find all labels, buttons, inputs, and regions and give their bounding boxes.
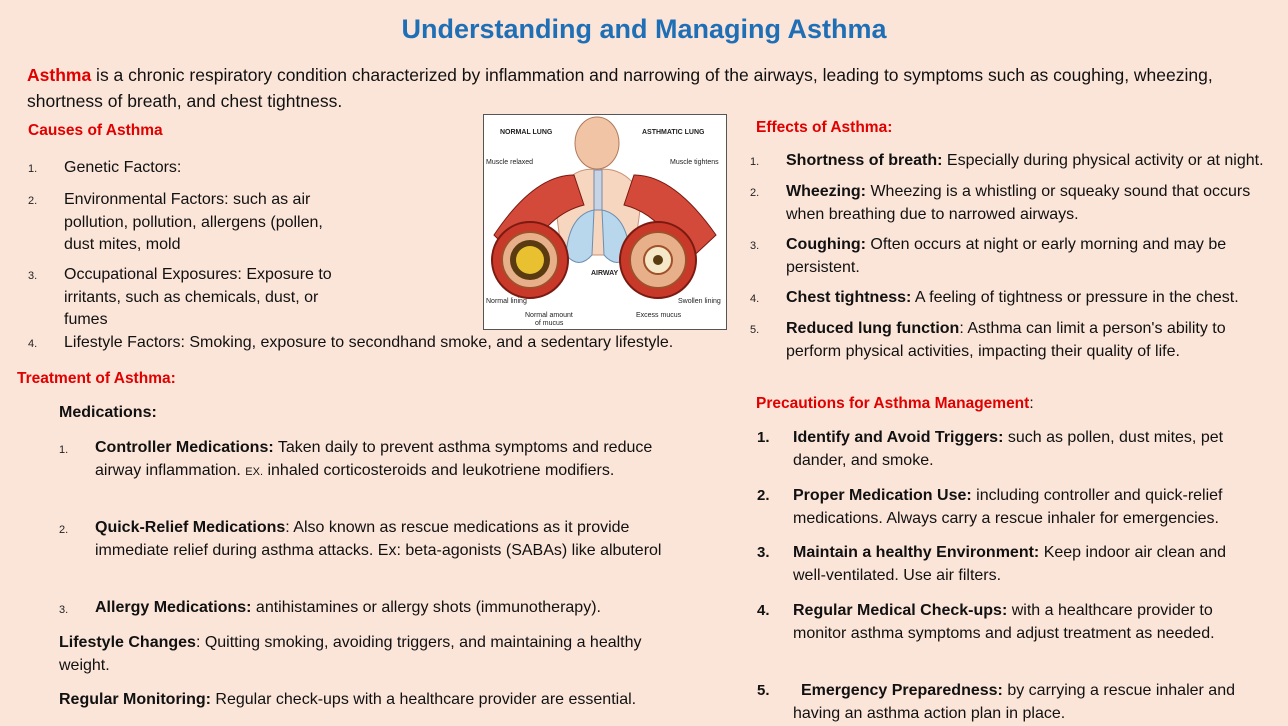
treatment-item-1-ex: EX. (245, 465, 264, 478)
precautions-item-1-bold: Identify and Avoid Triggers: (793, 429, 1004, 446)
lifestyle-bold: Lifestyle Changes (59, 634, 196, 651)
treatment-item-3 (95, 597, 695, 620)
precautions-item-1 (793, 427, 1253, 472)
precautions-item-3-text: Keep indoor air clean and well-ventilated. Use air filters. (793, 544, 1227, 584)
precautions-item-1-text: such as pollen, dust mites, pet dander, and smoke. (793, 429, 1224, 469)
precautions-item-5-bold: Emergency Preparedness: (801, 682, 1003, 699)
precautions-item-2-bold: Proper Medication Use: (793, 487, 972, 504)
treatment-num-1: 1. (59, 444, 69, 456)
lifestyle-text: : Quitting smoking, avoiding triggers, and maintaining a healthy weight. (59, 634, 642, 674)
precautions-heading-colon: : (1029, 395, 1034, 412)
effects-item-1 (786, 150, 1286, 173)
label-asthmatic-lung: ASTHMATIC LUNG (642, 129, 705, 136)
effects-item-1-bold: Shortness of breath: (786, 152, 943, 169)
effects-item-3-bold: Coughing: (786, 236, 866, 253)
treatment-item-1-text: Taken daily to prevent asthma symptoms and reduce airway inflammation. (95, 439, 653, 479)
monitoring-text: Regular check-ups with a healthcare provider are essential. (210, 691, 637, 708)
precautions-item-4-bold: Regular Medical Check-ups: (793, 602, 1008, 619)
intro-paragraph (27, 62, 1247, 114)
effects-item-3-text: Often occurs at night or early morning and may be persistent. (786, 236, 1227, 276)
precautions-item-3-bold: Maintain a healthy Environment: (793, 544, 1040, 561)
treatment-num-3: 3. (59, 604, 69, 616)
effects-item-4-text: A feeling of tightness or pressure in the chest. (911, 289, 1239, 306)
lifestyle-changes (59, 632, 689, 677)
label-normal-mucus-1: Normal amount (525, 312, 573, 319)
precautions-item-5 (793, 680, 1263, 725)
causes-item-1: Genetic Factors: (64, 159, 182, 176)
effects-num-2: 2. (750, 187, 760, 199)
lung-diagram (483, 114, 727, 330)
treatment-num-2: 2. (59, 524, 69, 536)
effects-item-3 (786, 234, 1256, 279)
effects-num-5: 5. (750, 324, 760, 336)
label-airway: AIRWAY (591, 270, 619, 277)
treatment-item-2-text: : Also known as rescue medications as it provide immediate relief during asthma attacks. Ex: beta-agonists (SABAs) like albuterol (95, 519, 662, 559)
label-swollen-lining: Swollen lining (678, 298, 721, 305)
causes-num-2: 2. (28, 195, 38, 207)
label-muscle-tightens: Muscle tightens (670, 159, 719, 166)
precautions-item-5-text: by carrying a rescue inhaler and having an asthma action plan in place. (793, 682, 1235, 722)
precautions-item-3 (793, 542, 1263, 587)
precautions-heading-text: Precautions for Asthma Management (756, 395, 1030, 412)
label-excess-mucus: Excess mucus (636, 312, 682, 319)
treatment-item-2-bold: Quick-Relief Medications (95, 519, 286, 536)
precautions-item-2-text: including controller and quick-relief medications. Always carry a rescue inhaler for emergencies. (793, 487, 1223, 527)
effects-heading: Effects of Asthma: (756, 119, 893, 136)
label-normal-mucus-2: of mucus (535, 320, 564, 327)
effects-num-3: 3. (750, 240, 760, 252)
precautions-num-1: 1. (757, 429, 770, 446)
precautions-num-5: 5. (757, 682, 770, 699)
regular-monitoring (59, 689, 719, 712)
causes-item-4: Lifestyle Factors: Smoking, exposure to secondhand smoke, and a sedentary lifestyle. (64, 334, 674, 351)
effects-item-4 (786, 287, 1281, 310)
label-normal-lining: Normal lining (486, 298, 527, 305)
label-muscle-relaxed: Muscle relaxed (486, 159, 534, 166)
causes-heading: Causes of Asthma (28, 122, 163, 139)
medications-label: Medications: (59, 404, 157, 421)
treatment-item-3-bold: Allergy Medications: (95, 599, 252, 616)
treatment-heading: Treatment of Asthma: (17, 370, 176, 387)
causes-item-2: Environmental Factors: such as air pollution, pollution, allergens (pollen, dust mites, mold (64, 191, 323, 253)
effects-item-2 (786, 181, 1281, 226)
treatment-item-1-bold: Controller Medications: (95, 439, 274, 456)
precautions-num-3: 3. (757, 544, 770, 561)
treatment-item-3-text: antihistamines or allergy shots (immunotherapy). (251, 599, 601, 616)
label-normal-lung: NORMAL LUNG (500, 129, 553, 136)
effects-num-4: 4. (750, 293, 760, 305)
precautions-item-2 (793, 485, 1263, 530)
effects-item-5-bold: Reduced lung function (786, 320, 960, 337)
effects-item-2-bold: Wheezing: (786, 183, 866, 200)
precautions-item-4-text: with a healthcare provider to monitor asthma symptoms and adjust treatment as needed. (793, 602, 1215, 642)
treatment-item-2 (95, 517, 675, 562)
causes-num-1: 1. (28, 163, 38, 175)
precautions-num-2: 2. (757, 487, 770, 504)
effects-num-1: 1. (750, 156, 760, 168)
precautions-item-4 (793, 600, 1253, 645)
causes-num-3: 3. (28, 270, 38, 282)
treatment-item-1-text2: inhaled corticosteroids and leukotriene modifiers. (263, 461, 615, 479)
causes-num-4: 4. (28, 338, 38, 350)
effects-item-5-text: : Asthma can limit a person's ability to perform physical activities, impacting their quality of life. (786, 320, 1226, 360)
effects-item-1-text: Especially during physical activity or at night. (942, 152, 1264, 169)
treatment-item-1 (95, 437, 665, 483)
precautions-heading (756, 395, 1034, 413)
effects-item-2-text: Wheezing is a whistling or squeaky sound that occurs when breathing due to narrowed airways. (786, 183, 1251, 223)
intro-text: is a chronic respiratory condition characterized by inflammation and narrowing of the airways, leading to symptoms such as coughing, wheezing, shortness of breath, and chest tightness. (27, 65, 1213, 111)
monitoring-bold: Regular Monitoring: (59, 691, 211, 708)
page-title: Understanding and Managing Asthma (401, 14, 887, 44)
effects-item-5 (786, 318, 1256, 363)
intro-keyword: Asthma (27, 65, 92, 85)
precautions-num-4: 4. (757, 602, 770, 619)
causes-item-3: Occupational Exposures: Exposure to irritants, such as chemicals, dust, or fumes (64, 266, 332, 328)
effects-item-4-bold: Chest tightness: (786, 289, 912, 306)
